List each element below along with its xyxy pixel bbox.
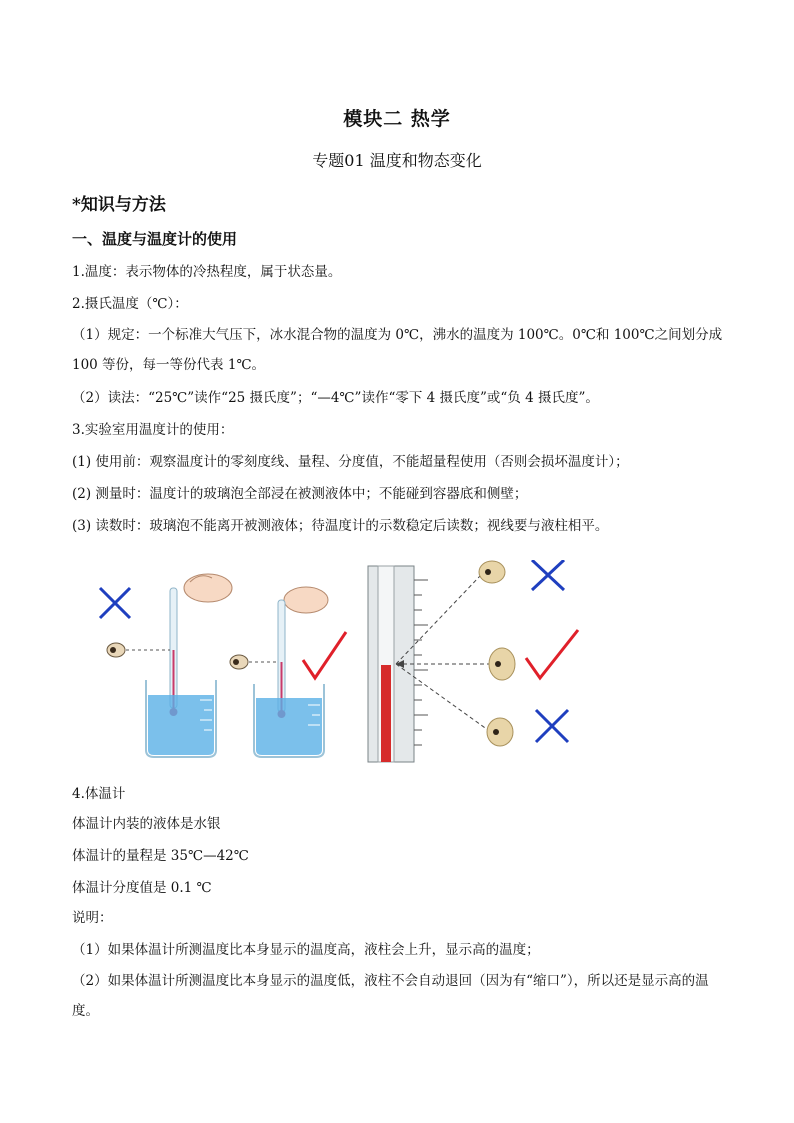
point-celsius-reading: （2）读法：“25℃”读作“25 摄氏度”；“—4℃”读作“零下 4 摄氏度”或“负 4 摄氏度”。: [72, 390, 599, 406]
scene-scale-reading: [368, 560, 578, 762]
point-temperature: 1.温度：表示物体的冷热程度，属于状态量。: [72, 264, 342, 280]
topic-title: 专题01 温度和物态变化: [312, 151, 482, 170]
clinical-note-label: 说明：: [72, 910, 113, 926]
point-celsius-definition: （1）规定：一个标准大气压下，冰水混合物的温度为 0℃，沸水的温度为 100℃。0℃和 100℃之间划分成 100 等份，每一等份代表 1℃。: [72, 327, 723, 373]
hand-icon: [184, 574, 232, 602]
clinical-division: 体温计分度值是 0.1 ℃: [72, 880, 212, 896]
check-icon: [526, 630, 578, 678]
clinical-range: 体温计的量程是 35℃—42℃: [72, 848, 249, 864]
point-before-use: (1) 使用前：观察温度计的零刻度线、量程、分度值，不能超量程使用（否则会损坏温度计）；: [72, 454, 629, 470]
point-reading: (3) 读数时：玻璃泡不能离开被测液体；待温度计的示数稳定后读数；视线要与液柱相平。: [72, 518, 609, 534]
check-icon: [303, 632, 346, 678]
thermometer-usage-figure: [96, 560, 696, 765]
point-celsius: 2.摄氏温度（℃）：: [72, 296, 188, 312]
point-measuring: (2) 测量时：温度计的玻璃泡全部浸在被测液体中；不能碰到容器底和侧壁；: [72, 486, 528, 502]
scene-wrong-view: [100, 574, 232, 757]
eye-icon: [487, 718, 513, 746]
cross-icon: [532, 560, 564, 590]
module-title: 模块二 热学: [343, 108, 451, 130]
clinical-note-1: （1）如果体温计所测温度比本身显示的温度高，液柱会上升，显示高的温度；: [72, 942, 540, 958]
scene-correct-view: [230, 587, 346, 757]
eye-icon: [489, 648, 515, 680]
hand-icon: [284, 587, 328, 613]
subsection-heading: 一、温度与温度计的使用: [72, 230, 238, 248]
eye-icon: [479, 561, 505, 583]
section-heading: *知识与方法: [72, 195, 166, 215]
cross-icon: [536, 710, 568, 742]
cross-icon: [100, 588, 130, 618]
clinical-note-2: （2）如果体温计所测温度比本身显示的温度低，液柱不会自动退回（因为有“缩口”），所以还是显示高的温度。: [72, 973, 709, 1019]
clinical-title: 4.体温计: [72, 786, 126, 802]
clinical-liquid: 体温计内装的液体是水银: [72, 816, 221, 832]
point-lab-thermometer: 3.实验室用温度计的使用：: [72, 422, 234, 438]
